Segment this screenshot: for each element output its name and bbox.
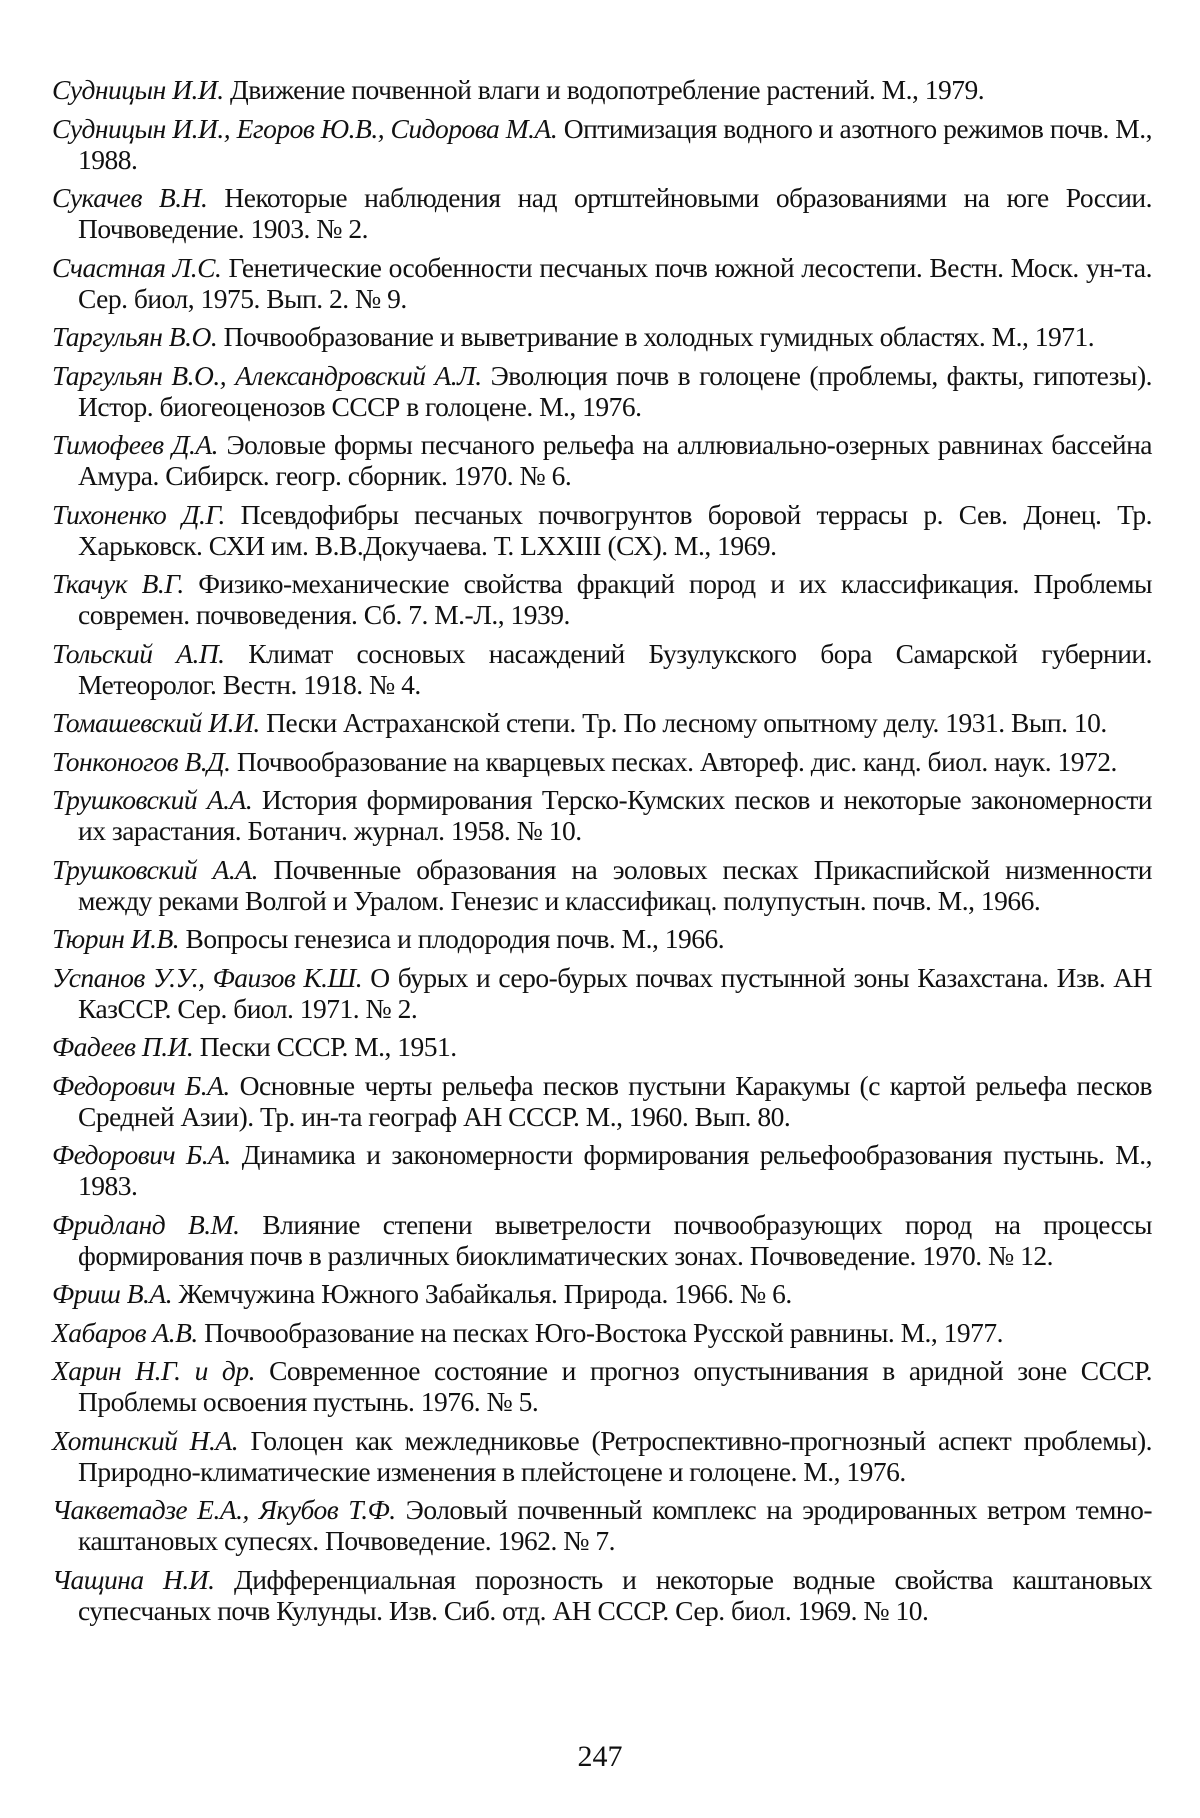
- page-number: 247: [577, 1740, 623, 1773]
- entry-text: Дифференциальная порозность и некоторые водные свойства каштановых супесчаных почв Кулунды. Изв. Сиб. отд. АН СССР. Сер. биол. 1969. № 10.: [78, 1563, 1152, 1626]
- entry-text: Влияние степени выветрелости почвообразующих пород на процессы формирования почв в различных биоклиматических зонах. Почвоведение. 1970. № 12.: [78, 1208, 1153, 1271]
- entry-text: Генетические особенности песчаных почв южной лесостепи. Вестн. Моск. ун-та. Сер. биол, 1975. Вып. 2. № 9.: [78, 251, 1153, 314]
- bibliography-entry: [52, 1209, 1152, 1271]
- bibliography-entry: [52, 182, 1152, 244]
- entry-text: Почвенные образования на эоловых песках Прикаспийской низменности между реками Волгой и Уралом. Генезис и классификац. полупустын. почв. М., 1966.: [78, 853, 1152, 916]
- entry-text: Основные черты рельефа песков пустыни Каракумы (с картой рельефа песков Средней Азии). Тр. ин-та географ АН СССР. М., 1960. Вып. 80.: [78, 1069, 1153, 1132]
- entry-author: Тюрин И.В.: [52, 923, 180, 954]
- bibliography-list: [52, 74, 1152, 1633]
- entry-author: Счастная Л.С.: [52, 251, 222, 283]
- entry-text: Эволюция почв в голоцене (проблемы, факты, гипотезы). Истор. биогеоценозов СССР в голоцене. М., 1976.: [78, 359, 1152, 422]
- bibliography-entry: [52, 499, 1152, 561]
- entry-author: Тихоненко Д.Г.: [52, 498, 225, 530]
- entry-text: Динамика и закономерности формирования рельефообразования пустынь. М., 1983.: [78, 1139, 1152, 1201]
- entry-author: Таргульян В.О.: [52, 321, 218, 352]
- bibliography-entry: [52, 746, 1152, 777]
- entry-text: Оптимизация водного и азотного режимов почв. М., 1988.: [78, 112, 1152, 175]
- entry-text: Эоловые формы песчаного рельефа на аллювиально-озерных равнинах бассейна Амура. Сибирск. геогр. сборник. 1970. № 6.: [78, 429, 1153, 491]
- entry-author: Федорович Б.А.: [52, 1069, 230, 1101]
- entry-author: Трушковский А.А.: [52, 784, 253, 815]
- bibliography-entry: [52, 360, 1152, 422]
- entry-author: Тимофеев Д.А.: [52, 429, 219, 460]
- entry-author: Фадеев П.И.: [52, 1031, 194, 1062]
- entry-author: Сукачев В.Н.: [52, 182, 208, 213]
- bibliography-entry: [52, 321, 1152, 352]
- bibliography-entry: [52, 252, 1152, 314]
- entry-text: Климат сосновых насаждений Бузулукского бора Самарской губернии. Метеоролог. Вестн. 1918. № 4.: [78, 637, 1153, 700]
- bibliography-entry: [52, 962, 1152, 1024]
- bibliography-entry: [52, 568, 1152, 630]
- bibliography-entry: [52, 74, 1152, 105]
- entry-text: Почвообразование на кварцевых песках. Автореф. дис. канд. биол. наук. 1972.: [236, 745, 1117, 777]
- bibliography-entry: [52, 854, 1152, 916]
- bibliography-entry: [52, 638, 1152, 700]
- entry-text: Голоцен как межледниковье (Ретроспективно-прогнозный аспект проблемы). Природно-климатические изменения в плейстоцене и голоцене. М., 1976.: [78, 1424, 1153, 1487]
- entry-author: Хотинский Н.А.: [52, 1424, 239, 1456]
- entry-text: Некоторые наблюдения над ортштейновыми образованиями на юге России. Почвоведение. 1903. № 2.: [78, 182, 1153, 244]
- entry-author: Федорович Б.А.: [52, 1139, 231, 1170]
- bibliography-entry: [52, 707, 1152, 738]
- bibliography-entry: [52, 1070, 1152, 1132]
- entry-text: О бурых и серо-бурых почвах пустынной зоны Казахстана. Изв. АН КазССР. Сер. биол. 1971. № 2.: [78, 961, 1153, 1024]
- entry-author: Таргульян В.О., Александровский А.Л.: [52, 359, 482, 391]
- bibliography-entry: [52, 1355, 1152, 1417]
- entry-text: Пески СССР. М., 1951.: [199, 1031, 457, 1062]
- bibliography-entry: [52, 1139, 1152, 1201]
- entry-author: Судницын И.И.: [52, 74, 224, 105]
- entry-text: Вопросы генезиса и плодородия почв. М., 1966.: [185, 923, 725, 954]
- entry-text: Пески Астраханской степи. Тр. По лесному опытному делу. 1931. Вып. 10.: [266, 707, 1107, 738]
- bibliography-entry: [52, 1425, 1152, 1487]
- entry-text: Эоловый почвенный комплекс на эродированных ветром темно-каштановых супесях. Почвоведение. 1962. № 7.: [78, 1494, 1152, 1556]
- bibliography-entry: [52, 1564, 1152, 1626]
- entry-text: История формирования Терско-Кумских песков и некоторые закономерности их зарастания. Ботанич. журнал. 1958. № 10.: [78, 784, 1152, 846]
- bibliography-entry: [52, 113, 1152, 175]
- entry-author: Харин Н.Г. и др.: [52, 1355, 255, 1386]
- entry-text: Почвообразование на песках Юго-Востока Русской равнины. М., 1977.: [204, 1316, 1004, 1348]
- entry-author: Фридланд В.М.: [52, 1208, 240, 1240]
- entry-author: Трушковский А.А.: [52, 853, 258, 885]
- entry-text: Псевдофибры песчаных почвогрунтов боровой террасы р. Сев. Донец. Тр. Харьковск. СХИ им. В.В.Докучаева. Т. LXXIII (СХ). М., 1969.: [78, 498, 1153, 561]
- entry-author: Успанов У.У., Фаизов К.Ш.: [52, 961, 363, 993]
- entry-text: Почвообразование и выветривание в холодных гумидных областях. М., 1971.: [223, 321, 1095, 352]
- entry-text: Движение почвенной влаги и водопотребление растений. М., 1979.: [230, 74, 985, 105]
- entry-author: Тольский А.П.: [52, 637, 225, 669]
- entry-author: Фриш В.А.: [52, 1278, 173, 1309]
- entry-text: Современное состояние и прогноз опустынивания в аридной зоне СССР. Проблемы освоения пустынь. 1976. № 5.: [78, 1355, 1153, 1417]
- bibliography-entry: [52, 923, 1152, 954]
- entry-author: Томашевский И.И.: [52, 707, 260, 738]
- entry-author: Хабаров А.В.: [52, 1316, 198, 1348]
- bibliography-entry: [52, 429, 1152, 491]
- entry-text: Жемчужина Южного Забайкалья. Природа. 1966. № 6.: [178, 1278, 792, 1309]
- entry-author: Судницын И.И., Егоров Ю.В., Сидорова М.А.: [52, 112, 558, 144]
- bibliography-entry: [52, 1031, 1152, 1062]
- bibliography-entry: [52, 784, 1152, 846]
- entry-text: Физико-механические свойства фракций пород и их классификация. Проблемы современ. почвоведения. Сб. 7. М.-Л., 1939.: [78, 568, 1153, 630]
- entry-author: Чащина Н.И.: [52, 1563, 215, 1595]
- bibliography-entry: [52, 1317, 1152, 1348]
- entry-author: Ткачук В.Г.: [52, 568, 184, 599]
- bibliography-entry: [52, 1278, 1152, 1309]
- entry-author: Чакветадзе Е.А., Якубов Т.Ф.: [52, 1494, 396, 1525]
- bibliography-entry: [52, 1494, 1152, 1556]
- entry-author: Тонконогов В.Д.: [52, 745, 231, 777]
